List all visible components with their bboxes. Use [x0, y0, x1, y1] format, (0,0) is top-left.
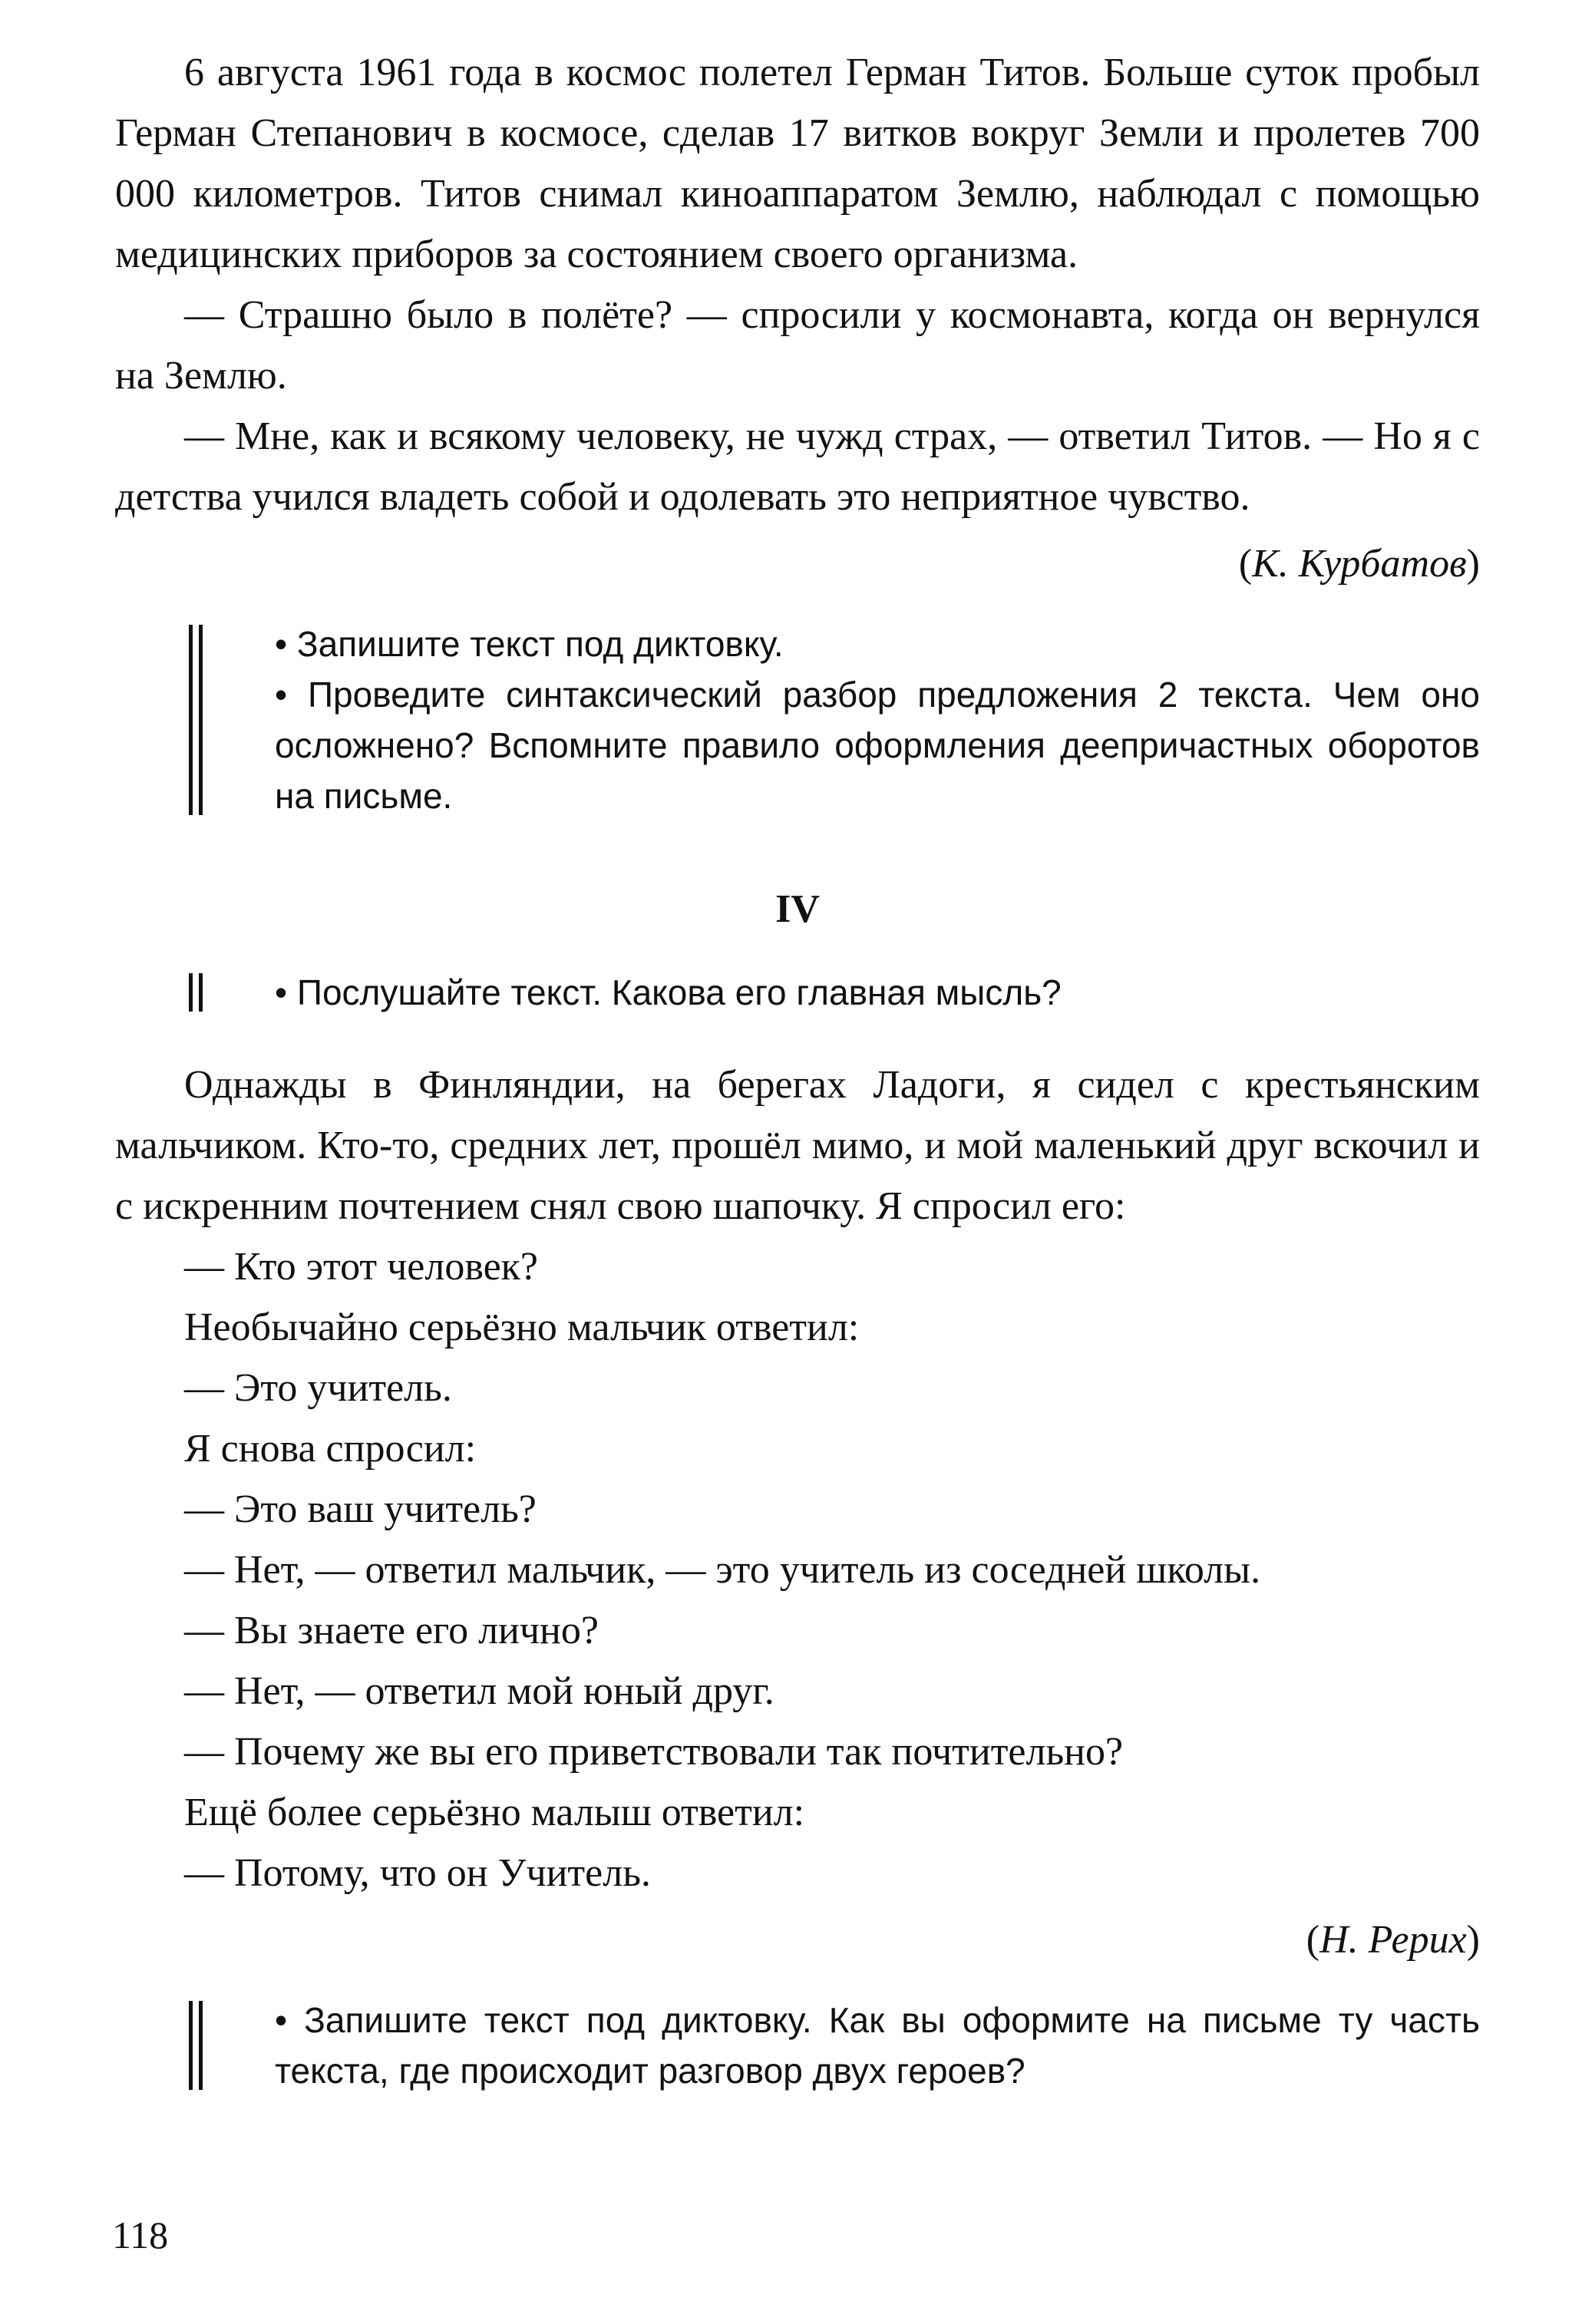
- text-roerich: [115, 1055, 1480, 1970]
- dialogue-line: — Нет, — ответил мой юный друг.: [184, 1669, 774, 1713]
- text-titov: [115, 42, 1480, 594]
- paragraph: Однажды в Финляндии, на берегах Ладоги, я сидел с крестьянским мальчиком. Кто-то, средних лет, прошёл мимо, и мой маленький друг вскочил и с искренним почтением снял свою шапочку. Я спросил его:: [115, 1063, 1480, 1228]
- paragraph: — Мне, как и всякому человеку, не чужд страх, — ответил Титов. — Но я с детства учился владеть собой и одолевать это неприятное чувство.: [115, 414, 1480, 519]
- author-name: Н. Рерих: [1319, 1918, 1467, 1962]
- page-content: [115, 42, 1480, 2096]
- section-heading: IV: [775, 887, 820, 931]
- task-block-1: [115, 619, 1480, 821]
- author-attribution: (Н. Рерих): [1306, 1918, 1480, 1962]
- double-bar-marker: [189, 973, 203, 1012]
- task-item: • Проведите синтаксический разбор предложения 2 текста. Чем оно осложнено? Вспомните правило оформления деепричастных оборотов на письме.: [275, 675, 1480, 816]
- double-bar-marker: [189, 625, 203, 815]
- paragraph: — Страшно было в полёте? — спросили у космонавта, когда он вернулся на Землю.: [115, 293, 1480, 398]
- dialogue-line: — Потому, что он Учитель.: [184, 1851, 651, 1895]
- task-block-3: [115, 1995, 1480, 2096]
- dialogue-line: Необычайно серьёзно мальчик ответил:: [184, 1306, 860, 1349]
- dialogue-line: — Кто этот человек?: [184, 1245, 538, 1289]
- page-number: 118: [112, 2213, 169, 2256]
- dialogue-line: Я снова спросил:: [184, 1427, 477, 1471]
- task-block-2: [115, 967, 1480, 1018]
- dialogue-line: — Это ваш учитель?: [184, 1487, 537, 1531]
- dialogue-line: — Вы знаете его лично?: [184, 1609, 599, 1652]
- dialogue-line: — Это учитель.: [184, 1366, 452, 1410]
- paragraph: 6 августа 1961 года в космос полетел Герман Титов. Больше суток пробыл Герман Степанович в космосе, сделав 17 витков вокруг Земли и пролетев 700 000 километров. Титов снимал киноаппаратом Землю, наблюдал с помощью медицинских приборов за состоянием своего организма.: [115, 51, 1480, 276]
- task-item: • Запишите текст под диктовку.: [275, 624, 784, 664]
- author-attribution: (К. Курбатов): [1238, 542, 1480, 586]
- dialogue-line: — Почему же вы его приветствовали так почтительно?: [184, 1730, 1124, 1774]
- dialogue-line: — Нет, — ответил мальчик, — это учитель из соседней школы.: [184, 1548, 1261, 1592]
- task-item: • Запишите текст под диктовку. Как вы оформите на письме ту часть текста, где происходит разговор двух героев?: [275, 2000, 1480, 2091]
- author-name: К. Курбатов: [1252, 542, 1467, 586]
- double-bar-marker: [189, 2001, 203, 2090]
- dialogue-line: Ещё более серьёзно малыш ответил:: [184, 1791, 805, 1834]
- task-item: • Послушайте текст. Какова его главная мысль?: [275, 972, 1062, 1012]
